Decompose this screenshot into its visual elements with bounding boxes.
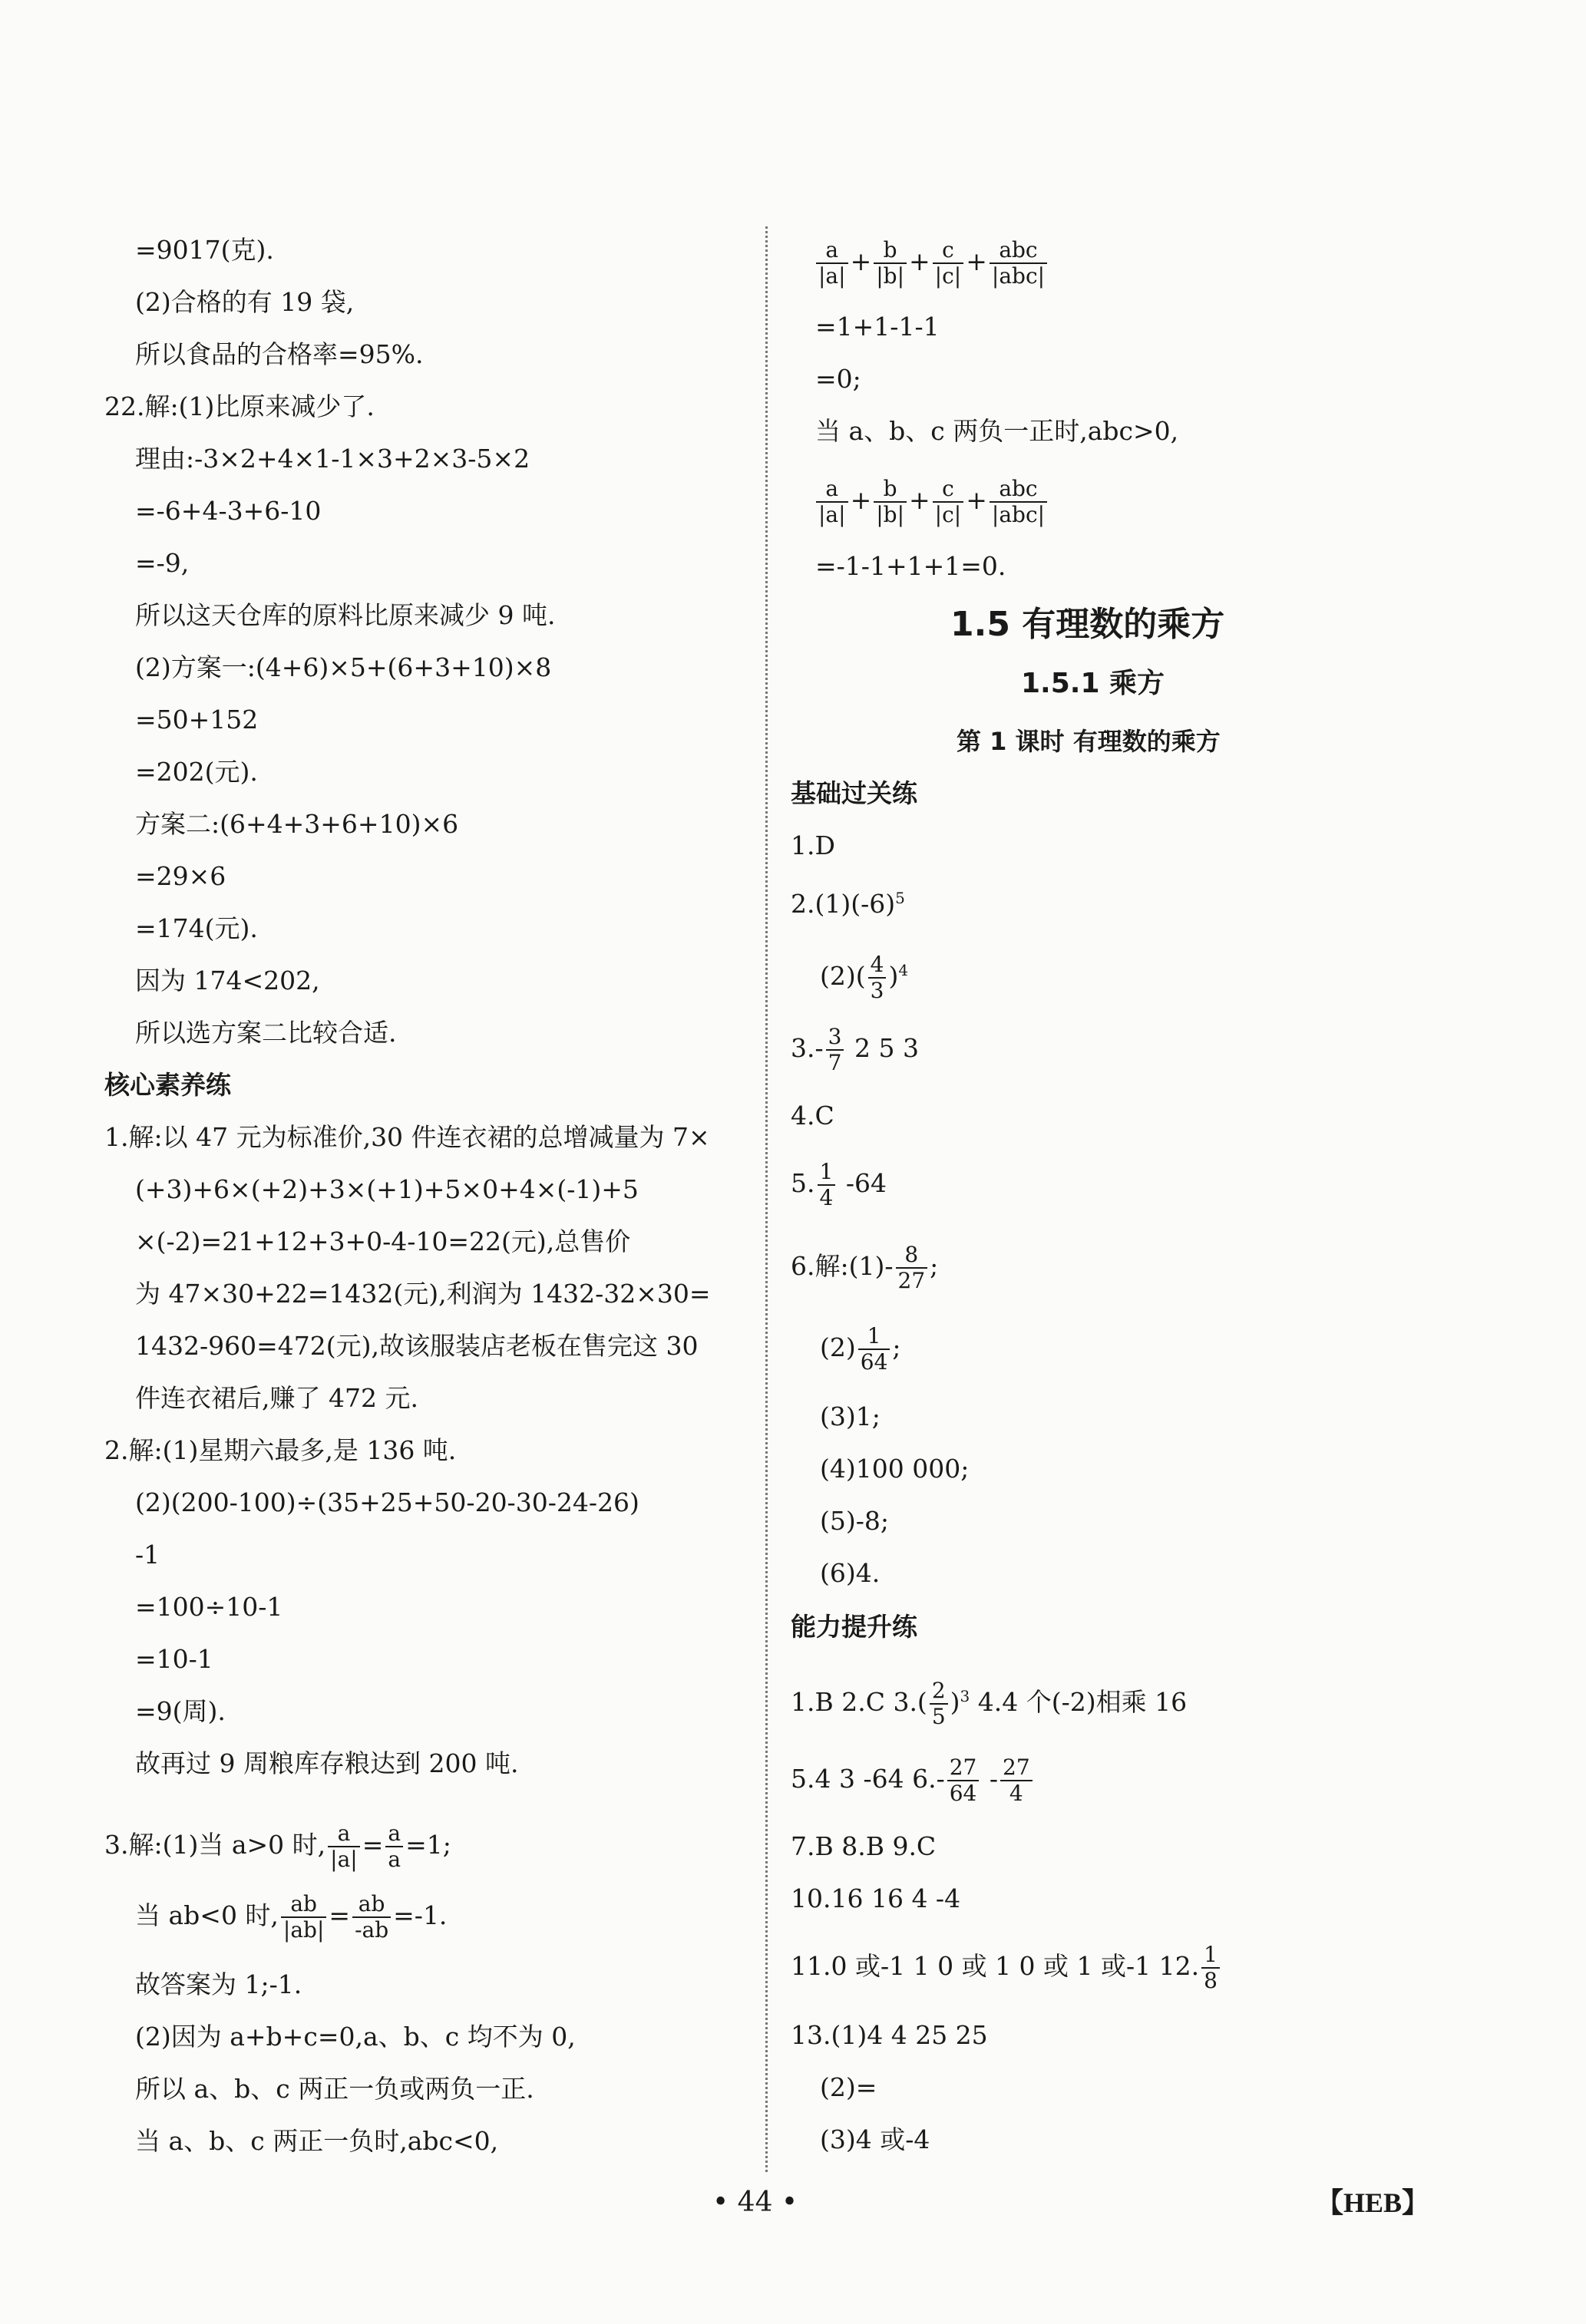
section-heading: 基础过关练 xyxy=(791,778,917,808)
text-line: =100÷10-1 xyxy=(135,1592,283,1622)
text-line: -1 xyxy=(135,1540,160,1570)
answer-line: 6.解:(1)- $\frac{8}{27}$ ; xyxy=(791,1242,939,1293)
text-line: =-6+4-3+6-10 xyxy=(135,496,322,526)
text-line: 22.解:(1)比原来减少了. xyxy=(104,391,375,421)
text-line: 1.解:以 47 元为标准价,30 件连衣裙的总增减量为 7× xyxy=(104,1122,710,1152)
text-line: 故再过 9 周粮库存粮达到 200 吨. xyxy=(135,1748,519,1778)
text-line: =10-1 xyxy=(135,1644,213,1674)
answer-line: 5. $\frac{1}{4}$ -64 xyxy=(791,1159,887,1210)
section-heading: 能力提升练 xyxy=(791,1612,917,1642)
text-line: =174(元). xyxy=(135,913,258,943)
answer-line: (2)( $\frac{4}{3}$ )$^4$ xyxy=(820,952,909,1003)
text-line: (2)因为 a+b+c=0,a、b、c 均不为 0, xyxy=(135,2022,576,2052)
answer-line: (3)1; xyxy=(820,1401,881,1431)
answer-line: 7.B 8.B 9.C xyxy=(791,1831,937,1861)
text-line: (2)方案一:(4+6)×5+(6+3+10)×8 xyxy=(135,652,552,682)
text-line: (2)(200-100)÷(35+25+50-20-30-24-26) xyxy=(135,1487,639,1517)
text-line: =29×6 xyxy=(135,861,226,891)
text-line: ×(-2)=21+12+3+0-4-10=22(元),总售价 xyxy=(135,1226,631,1256)
answer-line: 13.(1)4 4 25 25 xyxy=(791,2020,988,2050)
text-line: (2)合格的有 19 袋, xyxy=(135,287,355,317)
series-badge: 【HEB】 xyxy=(1316,2187,1430,2218)
subsection-title: 1.5.1 乘方 xyxy=(1021,668,1165,699)
text-line: 理由:-3×2+4×1-1×3+2×3-5×2 xyxy=(135,444,530,474)
text-line: =50+152 xyxy=(135,705,259,735)
lesson-title: 第 1 课时 有理数的乘方 xyxy=(957,727,1221,756)
text-line: 为 47×30+22=1432(元),利润为 1432-32×30= xyxy=(135,1279,711,1309)
answer-line: 10.16 16 4 -4 xyxy=(791,1883,961,1913)
text-line: 故答案为 1;-1. xyxy=(135,1969,302,1999)
text-line: 方案二:(6+4+3+6+10)×6 xyxy=(135,809,459,839)
text-line: 当 a、b、c 两负一正时,abc>0, xyxy=(815,416,1179,446)
fraction-expression: $\frac{a}{|a|}$ + $\frac{b}{|b|}$ + $\frac{c}{|c|}$ + $\frac{\text{abc}}{\text{|abc|}}$ xyxy=(814,473,1049,528)
section-heading: 核心素养练 xyxy=(104,1070,231,1100)
text-line: 1432-960=472(元),故该服装店老板在售完这 30 xyxy=(135,1331,699,1361)
answer-line: (4)100 000; xyxy=(820,1454,970,1484)
text-line: 所以 a、b、c 两正一负或两负一正. xyxy=(135,2074,534,2104)
text-line: 因为 174<202, xyxy=(135,966,320,995)
text-line: 2.解:(1)星期六最多,是 136 吨. xyxy=(104,1435,457,1465)
answer-line: (6)4. xyxy=(820,1558,881,1588)
answer-line: 4.C xyxy=(791,1101,834,1131)
answer-line: 3.- $\frac{3}{7}$ 2 5 3 xyxy=(791,1024,919,1075)
text-line: =-9, xyxy=(135,548,190,578)
answer-line: (2)= xyxy=(820,2072,877,2102)
text-line: 当 a、b、c 两正一负时,abc<0, xyxy=(135,2126,499,2156)
answer-line: 5.4 3 -64 6.- $\frac{27}{64}$ - $\frac{27}{4}$ xyxy=(791,1748,1035,1810)
text-line: 所以食品的合格率=95%. xyxy=(135,339,424,369)
text-line: 件连衣裙后,赚了 472 元. xyxy=(135,1383,418,1413)
page-number: • 44 • xyxy=(712,2187,798,2218)
text-line: =0; xyxy=(815,364,861,394)
column-divider xyxy=(765,226,768,2172)
answer-line: 1.D xyxy=(791,830,835,860)
fraction-expression: $\frac{a}{|a|}$ + $\frac{b}{|b|}$ + $\frac{c}{|c|}$ + $\frac{\text{abc}}{\text{|abc|}}$ xyxy=(814,234,1049,289)
text-line: =-1-1+1+1=0. xyxy=(815,551,1006,581)
answer-line: (5)-8; xyxy=(820,1506,890,1536)
answer-line: (2) $\frac{1}{64}$ ; xyxy=(820,1323,901,1375)
answer-line: $2.(1)(-6)^5$ xyxy=(791,889,905,919)
answer-line: 11.0 或-1 1 0 或 1 0 或 1 或-1 12. $\frac{1}{8}$ xyxy=(791,1936,1222,1997)
text-line-with-fraction: 3.解:(1)当 a>0 时, $\frac{a}{|a|}$ = $\frac{a}{a}$ =1; xyxy=(104,1821,451,1872)
text-line: =9017(克). xyxy=(135,235,274,265)
text-line: =1+1-1-1 xyxy=(815,312,940,342)
text-line-with-fraction: 当 ab<0 时, $\frac{ab}{|ab|}$ = $\frac{ab}{-ab}$ =-1. xyxy=(135,1891,448,1943)
text-line: (+3)+6×(+2)+3×(+1)+5×0+4×(-1)+5 xyxy=(135,1174,639,1204)
answer-line: 1.B 2.C 3.( $\frac{2}{5}$ )$^3$ 4.4 个(-2)相乘 16 xyxy=(791,1678,1188,1729)
answer-line: (3)4 或-4 xyxy=(820,2124,930,2154)
text-line: =9(周). xyxy=(135,1696,226,1726)
section-title: 1.5 有理数的乘方 xyxy=(950,605,1225,644)
text-line: 所以这天仓库的原料比原来减少 9 吨. xyxy=(135,600,556,630)
text-line: 所以选方案二比较合适. xyxy=(135,1018,397,1048)
text-line: =202(元). xyxy=(135,757,258,787)
